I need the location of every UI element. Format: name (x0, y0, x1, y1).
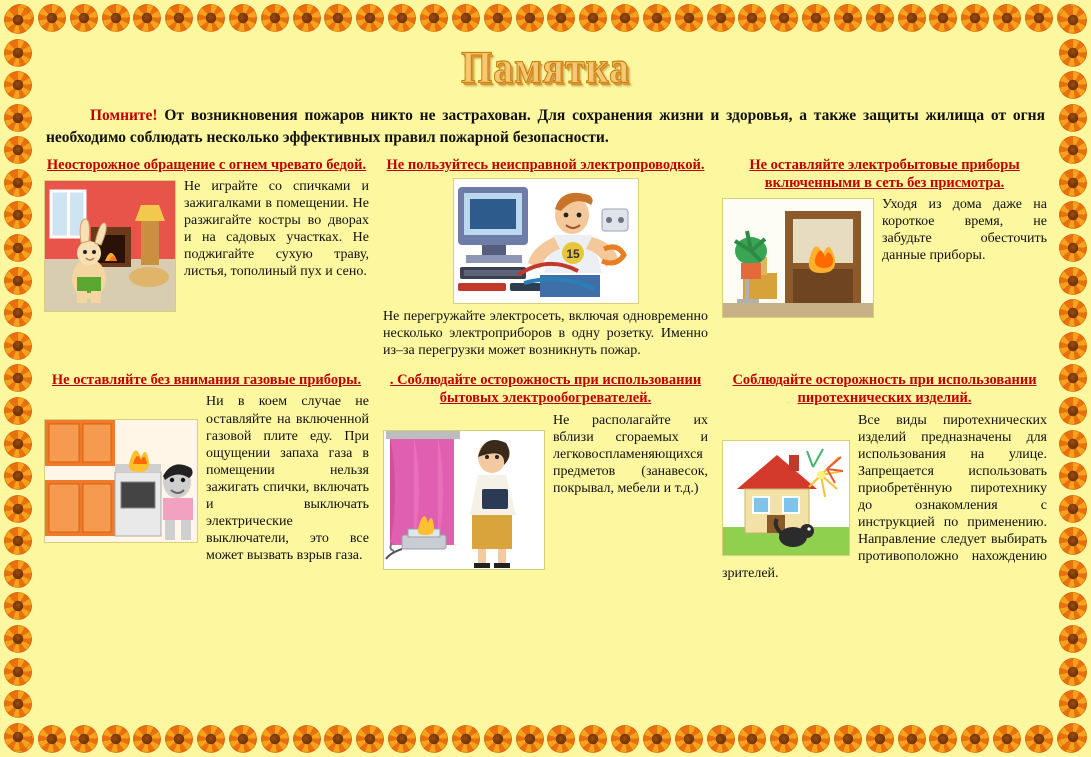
sunflower-icon (4, 6, 32, 34)
sunflower-icon (1057, 725, 1085, 753)
sunflower-icon (102, 725, 130, 753)
tip-text: Ни в коем случае не оставляйте на включенной газовой плите еду. При ощущении запаха газа в помещении нельзя зажигать спички, включать и выключать электрические выключатели, это все может вызвать взрыв газа. (206, 394, 369, 564)
sunflower-icon (70, 4, 98, 32)
sunflower-icon (1059, 201, 1087, 229)
sunflower-icon (261, 4, 289, 32)
sunflower-icon (1059, 136, 1087, 164)
sunflower-icon (929, 4, 957, 32)
tip-heading: Неосторожное обращение с огнем чревато бедой. (46, 156, 367, 173)
intro-accent: Помните! (90, 107, 158, 124)
sunflower-icon (4, 201, 32, 229)
sunflower-icon (1059, 267, 1087, 295)
sunflower-icon (738, 4, 766, 32)
sunflower-icon (738, 725, 766, 753)
sunflower-icon (293, 4, 321, 32)
sunflower-icon (4, 234, 32, 262)
tip-card (44, 156, 369, 359)
sunflower-icon (4, 723, 32, 751)
tip-card (722, 371, 1047, 582)
tip-heading: Не пользуйтесь неисправной электропроводкой. (386, 156, 705, 173)
intro-text: От возникновения пожаров никто не застрахован. Для сохранения жизни и здоровья, а также защиты жилища от огня необходимо соблюдать несколько эффективных правил пожарной безопасности. (46, 107, 1045, 147)
sunflower-icon (4, 332, 32, 360)
tips-grid (38, 156, 1053, 582)
kitchen-gas-stove-illustration (44, 419, 198, 543)
sunflower-icon (1059, 560, 1087, 588)
sunflower-icon (4, 364, 32, 392)
tip-heading: . Соблюдайте осторожность при использовании бытовых электрообогревателей. (389, 372, 702, 407)
sunflower-icon (1059, 39, 1087, 67)
tip-text: Не перегружайте электросеть, включая одновременно несколько электроприборов в одну розетку. Именно из–за перегрузки может возникнуть пожар. (383, 309, 708, 359)
sunflower-icon (1059, 71, 1087, 99)
tip-card (722, 156, 1047, 359)
sunflower-icon (388, 4, 416, 32)
sunflower-icon (133, 725, 161, 753)
sunflower-icon (643, 725, 671, 753)
sunflower-icon (165, 725, 193, 753)
svg-text:15: 15 (565, 247, 580, 262)
border-top-row (6, 4, 1085, 32)
sunflower-icon (165, 4, 193, 32)
sunflower-icon (1059, 6, 1087, 34)
burning-furniture-illustration (722, 198, 874, 318)
sunflower-icon (579, 725, 607, 753)
sunflower-icon (1059, 299, 1087, 327)
sunflower-icon (6, 4, 34, 32)
sunflower-icon (834, 725, 862, 753)
sunflower-icon (929, 725, 957, 753)
sunflower-icon (452, 725, 480, 753)
sunflower-icon (898, 725, 926, 753)
sunflower-icon (38, 4, 66, 32)
sunflower-icon (4, 71, 32, 99)
sunflower-icon (1059, 332, 1087, 360)
sunflower-icon (993, 4, 1021, 32)
border-bottom-row (6, 725, 1085, 753)
sunflower-icon (1025, 4, 1053, 32)
sunflower-icon (324, 725, 352, 753)
boy-with-overloaded-outlet-illustration (453, 178, 639, 304)
sunflower-icon (133, 4, 161, 32)
sunflower-icon (420, 4, 448, 32)
sunflower-icon (1057, 4, 1085, 32)
tip-card (383, 371, 708, 582)
sunflower-icon (1059, 592, 1087, 620)
sunflower-icon (802, 725, 830, 753)
sunflower-icon (898, 4, 926, 32)
sunflower-icon (516, 4, 544, 32)
intro-paragraph (46, 105, 1045, 150)
sunflower-icon (4, 397, 32, 425)
sunflower-icon (1059, 495, 1087, 523)
sunflower-icon (4, 658, 32, 686)
sunflower-icon (420, 725, 448, 753)
sunflower-icon (547, 725, 575, 753)
sunflower-icon (707, 725, 735, 753)
sunflower-icon (324, 4, 352, 32)
sunflower-icon (4, 430, 32, 458)
sunflower-icon (802, 4, 830, 32)
sunflower-icon (707, 4, 735, 32)
tip-text: Все виды пиротехнических изделий предназначены для использования на улице. Запрещается использовать приобретённую пиротехнику до ознакомления с инструкцией по применению. Направление следует выбирать противоположно нахождению зрителей. (722, 412, 1047, 582)
house-with-fireworks-illustration (722, 440, 850, 556)
sunflower-icon (1059, 723, 1087, 751)
sunflower-icon (1059, 658, 1087, 686)
sunflower-icon (1059, 397, 1087, 425)
sunflower-icon (356, 4, 384, 32)
sunflower-icon (1059, 104, 1087, 132)
sunflower-icon (1059, 527, 1087, 555)
tip-card (383, 156, 708, 359)
rabbit-by-fireplace-illustration (44, 180, 176, 312)
tip-text: Не играйте со спичками и зажигалками в помещении. Не разжигайте костры во дворах и на садовых участках. Не поджигайте сухую траву, листья, тополиный пух и сено. (184, 179, 369, 280)
sunflower-icon (261, 725, 289, 753)
sunflower-icon (961, 725, 989, 753)
sunflower-icon (4, 495, 32, 523)
sunflower-icon (70, 725, 98, 753)
sunflower-icon (197, 725, 225, 753)
sunflower-icon (356, 725, 384, 753)
sunflower-icon (229, 725, 257, 753)
tip-card (44, 371, 369, 582)
page-title: Памятка (460, 41, 631, 93)
sunflower-icon (4, 104, 32, 132)
sunflower-icon (1059, 169, 1087, 197)
sunflower-icon (1059, 462, 1087, 490)
tip-heading: Не оставляйте без внимания газовые приборы. (51, 372, 362, 389)
sunflower-icon (102, 4, 130, 32)
sunflower-icon (961, 4, 989, 32)
poster-content (38, 34, 1053, 723)
sunflower-icon (452, 4, 480, 32)
sunflower-icon (4, 39, 32, 67)
sunflower-icon (1059, 625, 1087, 653)
sunflower-icon (4, 136, 32, 164)
sunflower-icon (6, 725, 34, 753)
sunflower-icon (611, 4, 639, 32)
sunflower-icon (547, 4, 575, 32)
sunflower-icon (4, 690, 32, 718)
sunflower-icon (1059, 234, 1087, 262)
sunflower-icon (4, 299, 32, 327)
tip-text: Не располагайте их вблизи сгораемых и легковоспламеняющихся предметов (занавесок, покрывал, мебели и т.д.) (553, 412, 708, 496)
sunflower-icon (38, 725, 66, 753)
sunflower-icon (643, 4, 671, 32)
sunflower-icon (834, 4, 862, 32)
sunflower-icon (293, 725, 321, 753)
sunflower-icon (484, 4, 512, 32)
sunflower-icon (579, 4, 607, 32)
sunflower-icon (4, 592, 32, 620)
sunflower-icon (675, 4, 703, 32)
sunflower-icon (1059, 690, 1087, 718)
border-right-column (1059, 6, 1087, 751)
sunflower-icon (993, 725, 1021, 753)
sunflower-icon (1059, 364, 1087, 392)
sunflower-icon (197, 4, 225, 32)
sunflower-icon (4, 560, 32, 588)
sunflower-icon (770, 725, 798, 753)
sunflower-icon (516, 725, 544, 753)
sunflower-icon (675, 725, 703, 753)
sunflower-icon (611, 725, 639, 753)
sunflower-icon (770, 4, 798, 32)
sunflower-icon (4, 462, 32, 490)
tip-text: Уходя из дома даже на короткое время, не забудьте обесточить данные приборы. (882, 197, 1047, 264)
sunflower-icon (4, 267, 32, 295)
sunflower-icon (4, 169, 32, 197)
tip-heading: Не оставляйте электробытовые приборы включенными в сеть без присмотра. (749, 156, 1020, 192)
woman-near-heater-illustration (383, 430, 545, 570)
sunflower-icon (484, 725, 512, 753)
sunflower-icon (1025, 725, 1053, 753)
sunflower-icon (388, 725, 416, 753)
sunflower-icon (1059, 430, 1087, 458)
border-left-column (4, 6, 32, 751)
sunflower-icon (866, 4, 894, 32)
sunflower-icon (229, 4, 257, 32)
sunflower-icon (4, 527, 32, 555)
sunflower-icon (866, 725, 894, 753)
sunflower-icon (4, 625, 32, 653)
tip-heading: Соблюдайте осторожность при использовании пиротехнических изделий. (732, 372, 1037, 407)
